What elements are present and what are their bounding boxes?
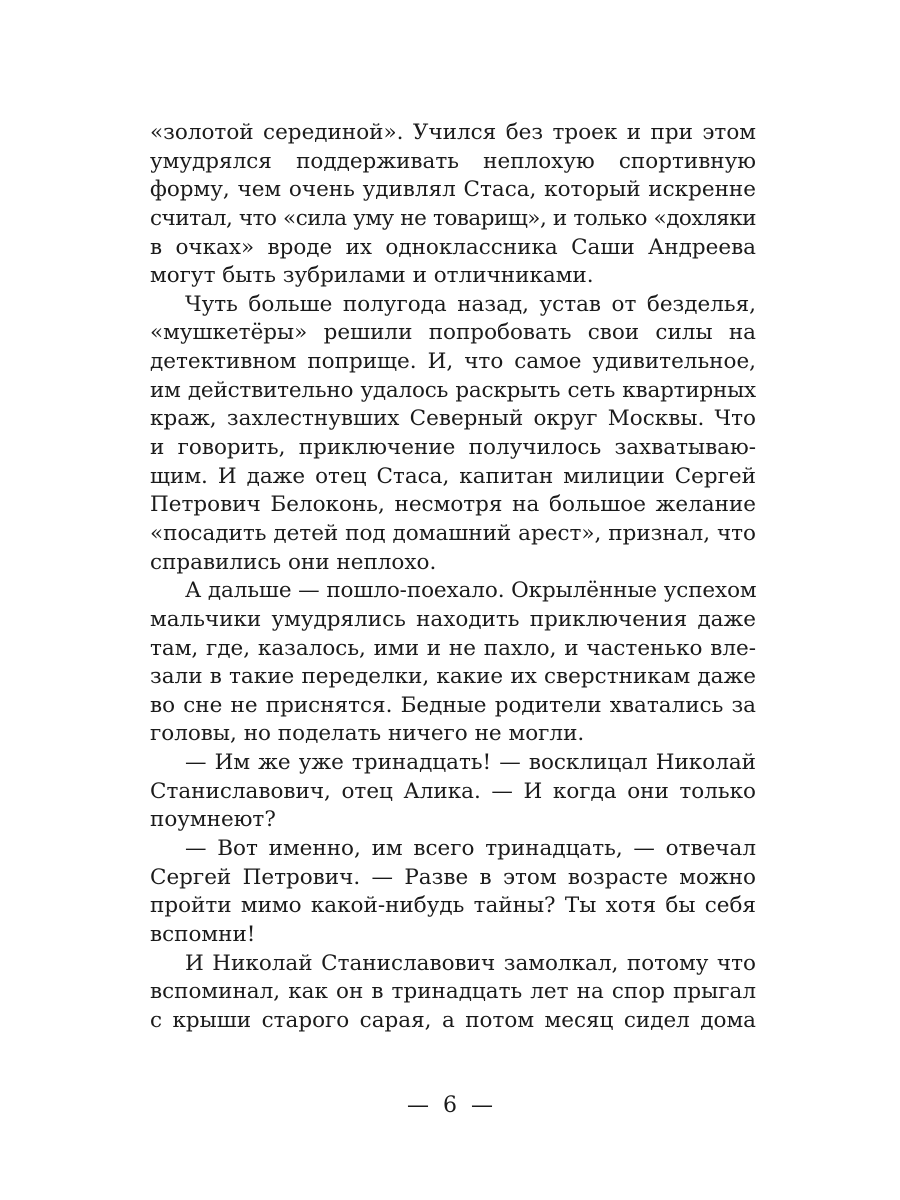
text-line: пройти мимо какой-нибудь тайны? Ты хотя бы себя [150, 893, 756, 919]
text-line: щим. И даже отец Стаса, капитан милиции Сергей [150, 463, 756, 489]
text-line: мальчики умудрялись находить приключения даже [150, 606, 756, 632]
text-line: «мушкетёры» решили попробовать свои силы на [150, 320, 756, 346]
text-line: Сергей Петрович. — Разве в этом возрасте можно [150, 864, 756, 890]
page-number: — 6 — [407, 1093, 493, 1118]
text-line: считал, что «сила уму не товарищ», и только «дохляки [150, 205, 756, 231]
text-line: вспоминал, как он в тринадцать лет на спор прыгал [150, 979, 756, 1005]
text-line: — Вот именно, им всего тринадцать, — отвечал [185, 836, 756, 862]
text-line: справились они неплохо. [150, 549, 437, 575]
text-line: головы, но поделать ничего не могли. [150, 721, 585, 747]
text-line: Чуть больше полугода назад, устав от безделья, [185, 291, 756, 317]
text-line: и говорить, приключение получилось захватываю- [150, 435, 756, 461]
text-line: детективном поприще. И, что самое удивительное, [150, 349, 756, 375]
text-line: с крыши старого сарая, а потом месяц сидел дома [150, 1007, 756, 1033]
text-line: во сне не приснятся. Бедные родители хватались за [150, 692, 756, 718]
text-line: там, где, казалось, ими и не пахло, и частенько вле- [150, 635, 756, 661]
text-line: краж, захлестнувших Северный округ Москвы. Что [150, 406, 756, 432]
text-line: Петрович Белоконь, несмотря на большое желание [150, 492, 756, 518]
text-line: зали в такие переделки, какие их сверстникам даже [150, 664, 756, 690]
text-line: А дальше — пошло-поехало. Окрылённые успехом [185, 578, 757, 604]
text-line: «посадить детей под домашний арест», признал, что [150, 520, 756, 546]
text-line: им действительно удалось раскрыть сеть квартирных [150, 377, 756, 403]
text-line: Станиславович, отец Алика. — И когда они только [150, 778, 756, 804]
text-line: поумнеют? [150, 807, 276, 833]
text-line: — Им же уже тринадцать! — восклицал Николай [185, 750, 756, 776]
text-line: «золотой серединой». Учился без троек и при этом [150, 120, 756, 145]
text-line: вспомни! [150, 921, 256, 947]
body-text [150, 119, 756, 1036]
text-line: могут быть зубрилами и отличниками. [150, 263, 594, 289]
text-line: форму, чем очень удивлял Стаса, который искренне [150, 177, 756, 203]
text-line: в очках» вроде их одноклассника Саши Андреева [150, 234, 756, 260]
text-line: умудрялся поддерживать неплохую спортивную [150, 148, 756, 174]
text-line: И Николай Станиславович замолкал, потому что [185, 950, 756, 976]
